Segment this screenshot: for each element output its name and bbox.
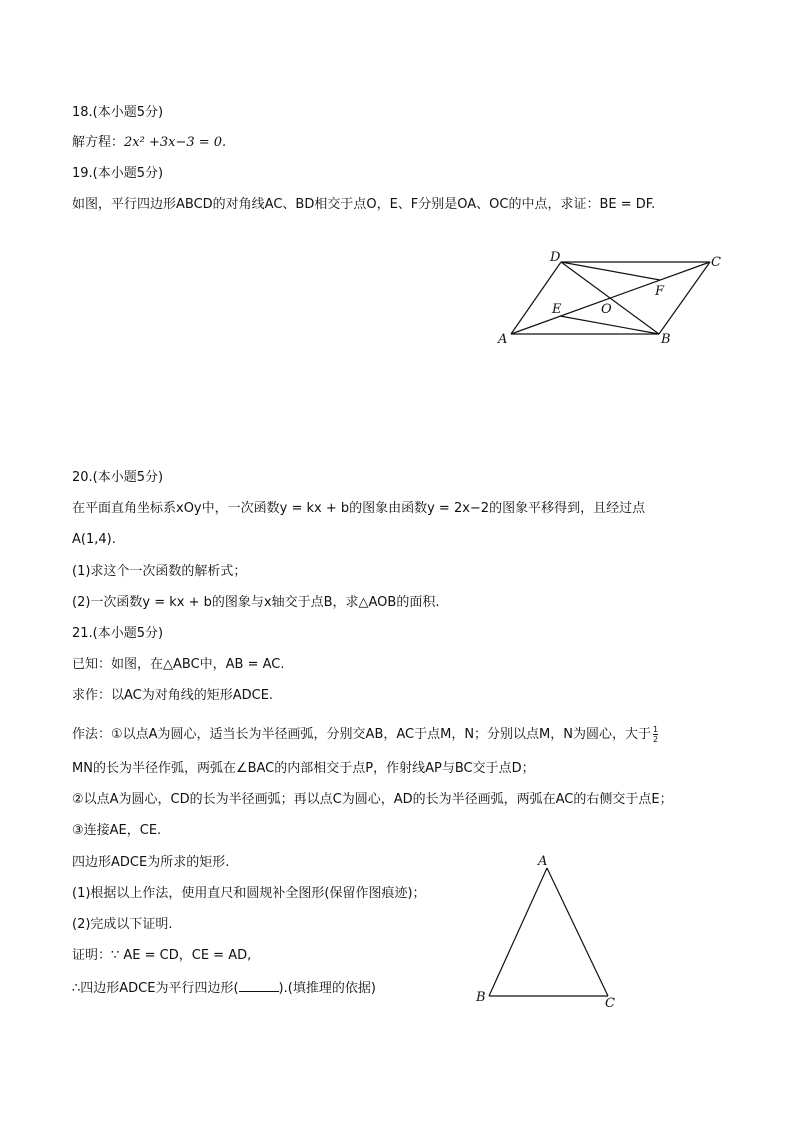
q20-part1: (1)求这个一次函数的解析式； — [72, 564, 247, 579]
fraction-one-half: $\frac{1}{2}$ — [652, 725, 659, 744]
q19-text: 如图，平行四边形ABCD的对角线AC、BD相交于点O，E、F分别是OA、OC的中点，求证：BE = DF. — [72, 197, 656, 212]
q21-header: 21.(本小题5分) — [72, 626, 164, 641]
q21-method1b: MN的长为半径作弧，两弧在∠BAC的内部相交于点P，作射线AP与BC交于点D； — [72, 761, 535, 776]
q18-equation: 2x² +3x−3 = 0. — [124, 135, 227, 150]
q21-proof2-end: ).(填推理的依据) — [278, 981, 376, 996]
q21-given: 已知：如图，在△ABC中，AB = AC. — [72, 657, 285, 672]
segment-ca-triangle — [547, 868, 608, 996]
q21-proof2 — [72, 979, 376, 998]
q21-proof2-start: ∴四边形ADCE为平行四边形( — [72, 981, 239, 996]
q21-task: 求作：以AC为对角线的矩形ADCE. — [72, 688, 274, 703]
q18-prompt: 解方程： — [72, 135, 125, 150]
q19-header: 19.(本小题5分) — [72, 166, 164, 181]
q18-header: 18.(本小题5分) — [72, 105, 164, 120]
segment-be — [560, 316, 659, 334]
segment-ab-triangle — [489, 868, 547, 996]
q21-proof1: 证明：∵ AE = CD，CE = AD, — [72, 948, 252, 963]
q21-result: 四边形ADCE为所求的矩形. — [72, 855, 230, 870]
segment-bc — [659, 262, 710, 334]
q20-text1: 在平面直角坐标系xOy中，一次函数y = kx + b的图象由函数y = 2x−2的图象平移得到，且经过点 — [72, 501, 646, 516]
label-e: E — [552, 302, 562, 317]
q21-method3: ③连接AE，CE. — [72, 823, 162, 838]
label-c: C — [711, 255, 721, 270]
triangle-label-a: A — [538, 854, 548, 869]
label-f: F — [655, 284, 665, 299]
q21-method1 — [72, 725, 658, 744]
q21-method2: ②以点A为圆心，CD的长为半径画弧；再以点C为圆心，AD的长为半径画弧，两弧在AC的右侧交于点E； — [72, 792, 673, 807]
label-b: B — [661, 332, 671, 347]
q20-text2: A(1,4). — [72, 532, 116, 547]
segment-da — [511, 262, 561, 334]
q21-part1: (1)根据以上作法，使用直尺和圆规补全图形(保留作图痕迹)； — [72, 886, 426, 901]
triangle-label-c: C — [605, 996, 615, 1011]
label-a: A — [498, 332, 508, 347]
segment-df — [561, 262, 660, 280]
q21-method1-text: 作法：①以点A为圆心，适当长为半径画弧，分别交AB，AC于点M，N；分别以点M，N为圆心，大于 — [72, 727, 651, 742]
q20-part2: (2)一次函数y = kx + b的图象与x轴交于点B，求△AOB的面积. — [72, 595, 440, 610]
answer-blank[interactable] — [239, 979, 279, 992]
diagonal-bd — [561, 262, 659, 334]
triangle-label-b: B — [476, 990, 486, 1005]
label-d: D — [550, 250, 561, 265]
label-o: O — [601, 302, 612, 317]
q20-header: 20.(本小题5分) — [72, 470, 164, 485]
q21-part2: (2)完成以下证明. — [72, 917, 173, 932]
